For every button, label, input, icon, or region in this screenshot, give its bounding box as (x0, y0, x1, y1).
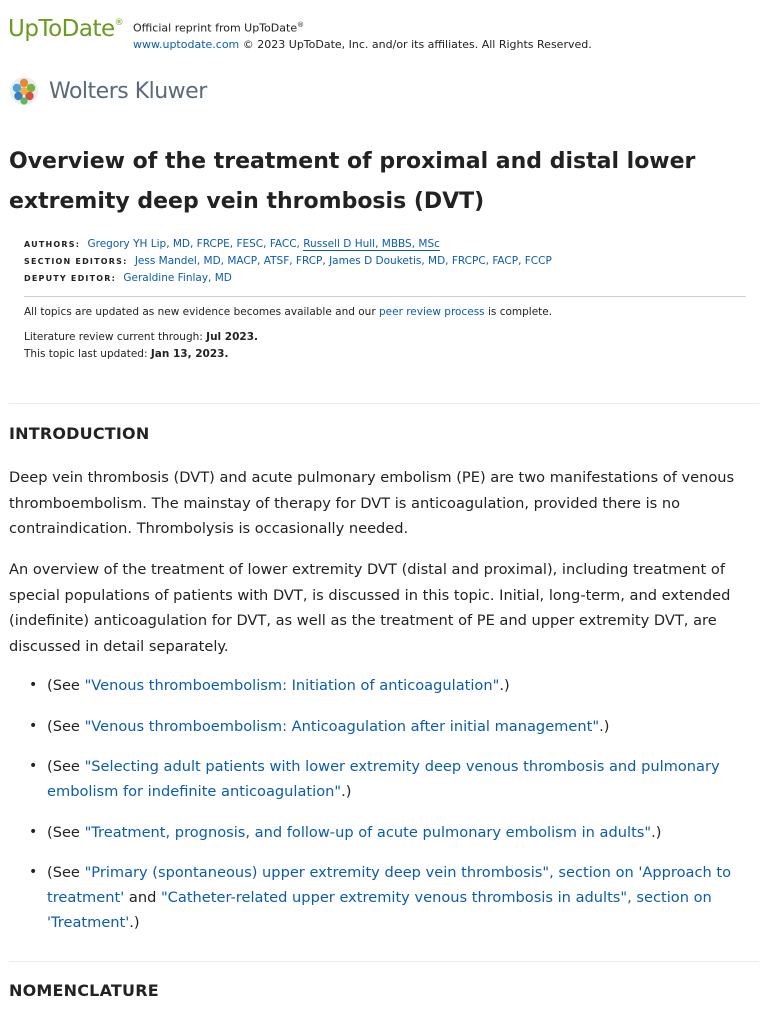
article-title: Overview of the treatment of proximal and distal lower extremity deep vein thrombosis (DVT) (9, 149, 696, 214)
section-editor-link[interactable]: Jess Mandel, MD, MACP, ATSF, FRCP, (134, 255, 326, 267)
nomenclature-heading: NOMENCLATURE (9, 981, 159, 1000)
topic-link[interactable]: "Selecting adult patients with lower extremity deep venous thrombosis and pulmonary embolism for indefinite anticoagulation" (47, 758, 720, 800)
credits-divider (24, 296, 746, 297)
bullet-marker: • (29, 758, 38, 774)
publisher-name: Wolters Kluwer (49, 79, 207, 104)
list-item: • (See "Treatment, prognosis, and follow-up of acute pulmonary embolism in adults".) (29, 820, 749, 845)
topic-link[interactable]: "Catheter-related upper extremity venous thrombosis in adults", section on 'Treatment' (47, 889, 712, 931)
author-link[interactable]: Gregory YH Lip, MD, FRCPE, FESC, FACC, (87, 238, 300, 250)
section-editor-link[interactable]: James D Douketis, MD, FRCPC, FACP, FCCP (329, 255, 552, 267)
copyright-text: © 2023 UpToDate, Inc. and/or its affiliates. All Rights Reserved. (239, 37, 592, 51)
section-divider (9, 403, 759, 404)
topic-link[interactable]: "Primary (spontaneous) upper extremity deep vein thrombosis", section on 'Approach to treatment' (47, 864, 732, 906)
topic-link[interactable]: "Venous thromboembolism: Anticoagulation after initial management" (84, 717, 600, 735)
list-item: • (See "Selecting adult patients with lower extremity deep venous thrombosis and pulmonary embolism for indefinite anticoagulation".) (29, 754, 749, 804)
deputy-editor-link[interactable]: Geraldine Finlay, MD (123, 272, 232, 284)
reprint-header (8, 14, 758, 54)
see-also-list (29, 673, 749, 951)
author-link[interactable]: Russell D Hull, MBBS, MSc (303, 238, 440, 250)
wolters-kluwer-globe-icon (9, 76, 39, 106)
list-item: • (See "Venous thromboembolism: Initiation of anticoagulation".) (29, 673, 749, 698)
update-note: All topics are updated as new evidence becomes available and our peer review process is complete. (24, 306, 553, 318)
literature-review-date: Literature review current through: Jul 2023. (24, 331, 259, 343)
last-updated-date: This topic last updated: Jan 13, 2023. (24, 348, 229, 360)
bullet-marker: • (29, 864, 38, 880)
uptodate-logo[interactable]: UpToDate® (8, 16, 124, 42)
deputy-editor-label: DEPUTY EDITOR: (24, 274, 116, 283)
reprint-line: Official reprint from UpToDate (133, 21, 298, 35)
section-editors-label: SECTION EDITORS: (24, 257, 128, 266)
introduction-heading: INTRODUCTION (9, 424, 150, 443)
topic-link[interactable]: "Venous thromboembolism: Initiation of anticoagulation" (84, 677, 500, 694)
section-editors-row (24, 253, 746, 270)
section-divider (9, 961, 759, 962)
bullet-marker: • (29, 717, 38, 734)
deputy-editor-row (24, 270, 746, 287)
peer-review-link[interactable]: peer review process (378, 306, 485, 318)
intro-paragraph-1: Deep vein thrombosis (DVT) and acute pulmonary embolism (PE) are two manifestations of venous thromboembolism. The mainstay of therapy for DVT is anticoagulation, provided there is no contraindication. Thrombolysis is occasionally needed. (9, 469, 735, 537)
list-item: • (See "Primary (spontaneous) upper extremity deep vein thrombosis", section on 'Approach to treatment' and "Catheter-related upper extremity venous thrombosis in adults", section on 'Treatment'.) (29, 860, 749, 935)
bullet-marker: • (29, 677, 38, 693)
authors-label: AUTHORS: (24, 240, 81, 249)
authors-row (24, 236, 746, 253)
intro-paragraph-2: An overview of the treatment of lower extremity DVT (distal and proximal), including treatment of special populations of patients with DVT, is discussed in this topic. Initial, long-term, and extended (indefinite) anticoagulation for DVT, as well as the treatment of PE and upper extremity DVT, are discussed in detail separately. (9, 561, 731, 655)
uptodate-site-link[interactable]: www.uptodate.com (133, 37, 240, 51)
list-item: • (See "Venous thromboembolism: Anticoagulation after initial management".) (29, 714, 749, 739)
review-dates (24, 329, 258, 363)
article-credits (24, 236, 746, 287)
reprint-notice: Official reprint from UpToDate® www.uptodate.com © 2023 UpToDate, Inc. and/or its affiliates. All Rights Reserved. (133, 21, 592, 51)
topic-link[interactable]: "Treatment, prognosis, and follow-up of acute pulmonary embolism in adults" (84, 823, 652, 841)
bullet-marker: • (29, 823, 38, 840)
